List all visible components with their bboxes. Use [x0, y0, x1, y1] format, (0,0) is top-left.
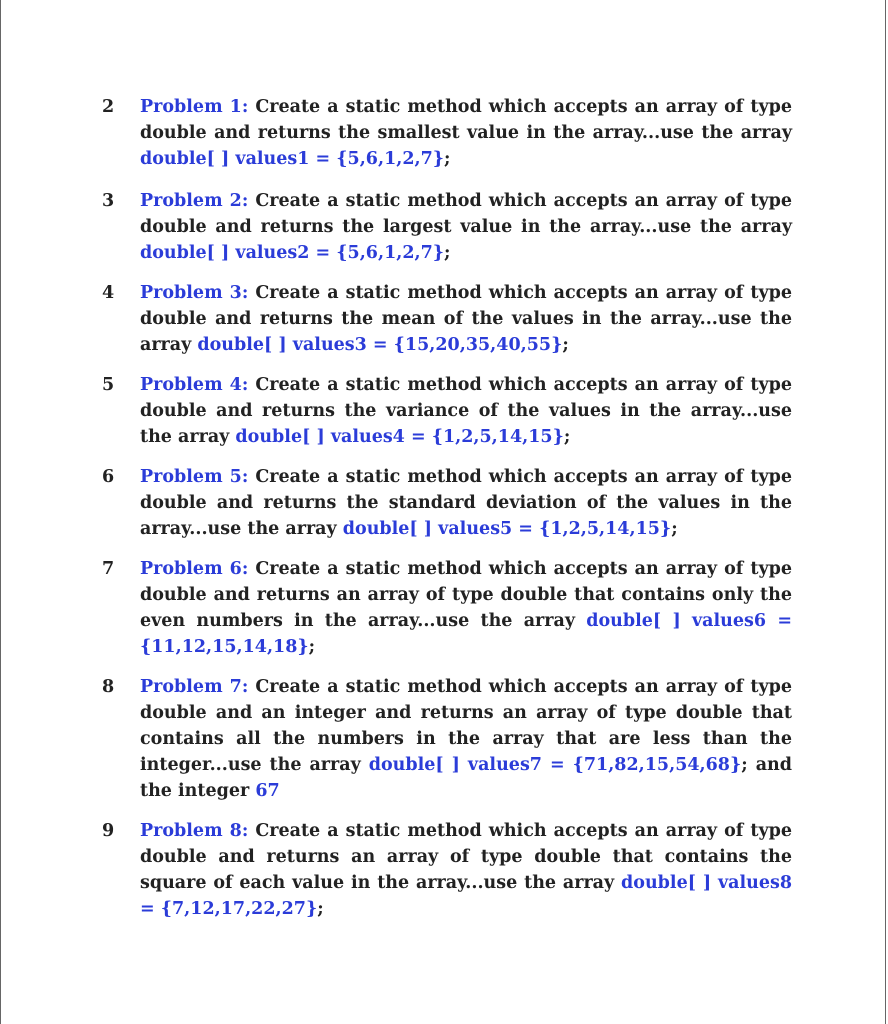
- problem-tail: ;: [563, 427, 571, 447]
- problem-code: double[ ] values7 = {71,82,15,54,68}: [368, 755, 742, 775]
- problem-item: [102, 674, 792, 804]
- problem-code: double[ ] values8 = {7,12,17,22,27}: [140, 873, 793, 919]
- line-number: 3: [102, 191, 115, 211]
- problem-label: Problem 6:: [140, 559, 249, 579]
- problem-label: Problem 2:: [140, 191, 249, 211]
- problem-item: [102, 464, 792, 542]
- problem-text: [140, 556, 792, 660]
- problem-text: [140, 464, 792, 542]
- problem-list: [102, 94, 792, 922]
- problem-text: [140, 674, 792, 804]
- problem-label: Problem 1:: [140, 97, 249, 117]
- problem-text: [140, 188, 792, 266]
- problem-label: Problem 7:: [140, 677, 249, 697]
- problem-integer: 67: [255, 781, 280, 801]
- problem-description: Create a static method which accepts an array of type double and returns an array of type double that contains only the even numbers in the array...use the array: [140, 559, 792, 631]
- line-number: 5: [102, 375, 115, 395]
- problem-item: [102, 280, 792, 358]
- problem-item: [102, 372, 792, 450]
- problem-description: Create a static method which accepts an array of type double and returns the mean of the values in the array...use the array: [140, 283, 792, 355]
- line-number: 8: [102, 677, 115, 697]
- problem-tail: ;: [444, 149, 451, 169]
- problem-label: Problem 8:: [140, 821, 249, 841]
- problem-description: Create a static method which accepts an array of type double and returns an array of type double that contains the square of each value in the array...use the array: [140, 821, 792, 893]
- problem-description: Create a static method which accepts an array of type double and returns the variance of the values in the array...use the array: [140, 375, 792, 447]
- problem-text: [140, 280, 792, 358]
- problem-label: Problem 5:: [140, 467, 249, 487]
- problem-text: [140, 818, 792, 922]
- line-number: 7: [102, 559, 115, 579]
- problem-code: double[ ] values6 = {11,12,15,14,18}: [140, 611, 792, 657]
- problem-text: [140, 94, 792, 172]
- problem-item: [102, 556, 792, 660]
- problem-tail: ;: [671, 519, 678, 539]
- problem-description: Create a static method which accepts an array of type double and returns the smallest value in the array...use the array: [140, 97, 792, 143]
- problem-description: Create a static method which accepts an array of type double and an integer and returns an array of type double that contains all the numbers in the array that are less than the integer...use the array: [140, 677, 792, 775]
- problem-tail: ;: [444, 243, 451, 263]
- problem-code: double[ ] values4 = {1,2,5,14,15}: [235, 427, 564, 447]
- problem-item: [102, 94, 792, 172]
- problem-code: double[ ] values3 = {15,20,35,40,55}: [197, 335, 563, 355]
- problem-item: [102, 188, 792, 266]
- problem-code: double[ ] values5 = {1,2,5,14,15}: [342, 519, 672, 539]
- problem-tail: ;: [562, 335, 569, 355]
- problem-code: double[ ] values2 = {5,6,1,2,7}: [140, 243, 445, 263]
- line-number: 9: [102, 821, 115, 841]
- problem-label: Problem 3:: [140, 283, 249, 303]
- problem-description: Create a static method which accepts an array of type double and returns the largest value in the array...use the array: [140, 191, 792, 237]
- line-number: 4: [102, 283, 115, 303]
- problem-description: Create a static method which accepts an array of type double and returns the standard deviation of the values in the array...use the array: [140, 467, 792, 539]
- problem-tail: ;: [308, 637, 316, 657]
- problem-code: double[ ] values1 = {5,6,1,2,7}: [140, 149, 445, 169]
- line-number: 2: [102, 97, 115, 117]
- problem-tail: ; and the integer: [140, 755, 792, 801]
- line-number: 6: [102, 467, 115, 487]
- problem-item: [102, 818, 792, 922]
- problem-tail: ;: [317, 899, 324, 919]
- problem-label: Problem 4:: [140, 375, 249, 395]
- problem-text: [140, 372, 792, 450]
